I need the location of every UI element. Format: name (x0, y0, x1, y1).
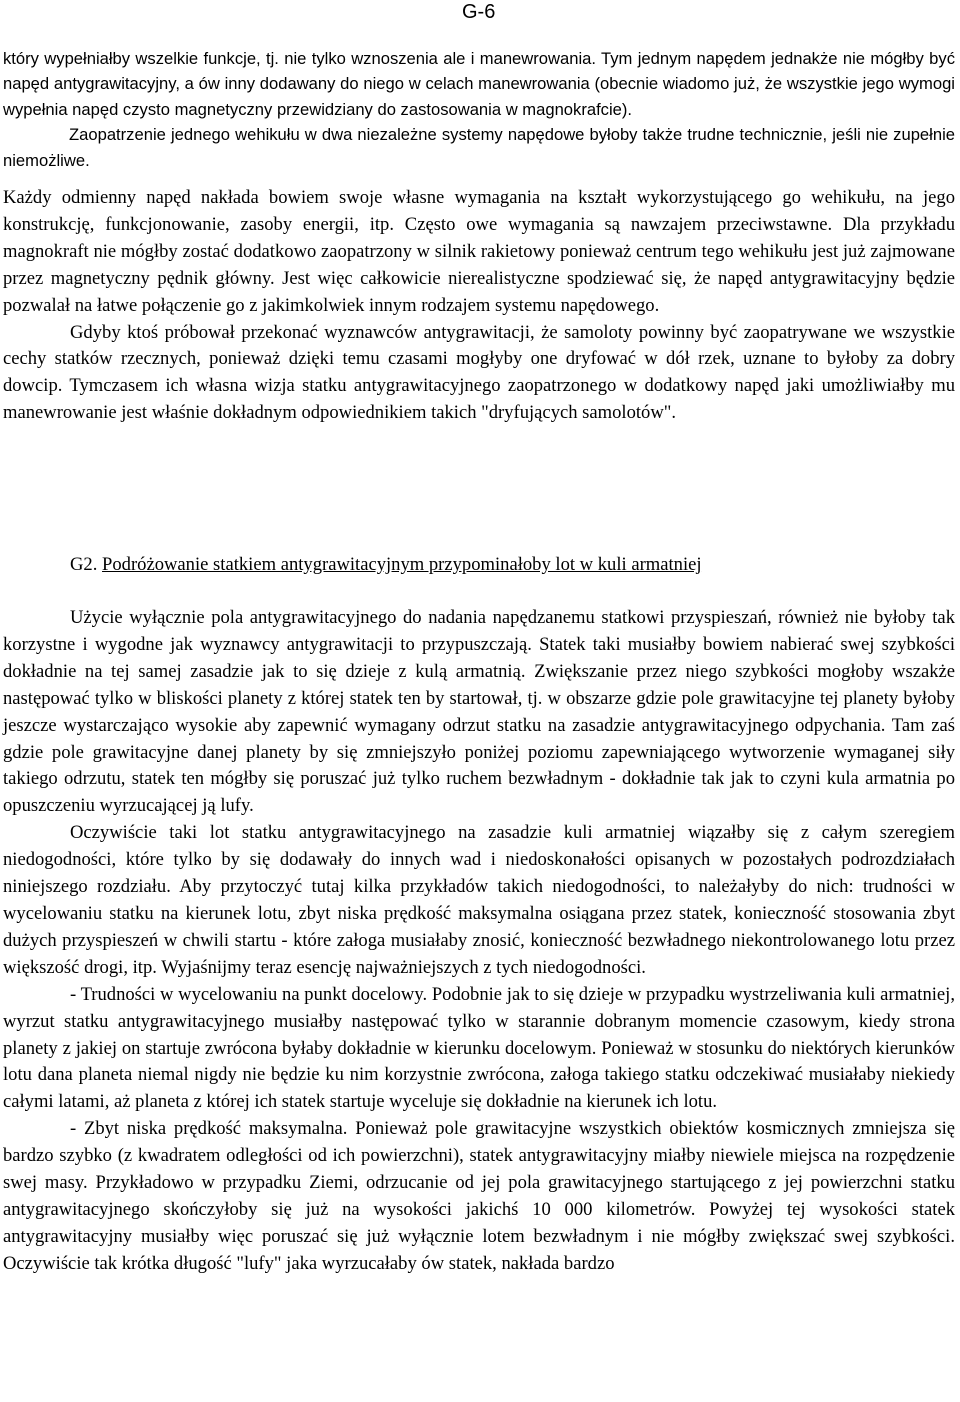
paragraph-sans-part: Zaopatrzenie jednego wehikułu w dwa niezależne systemy napędowe byłoby także trudne technicznie, jeśli nie zupełnie niemożliwe. (3, 125, 955, 170)
section-text-sans (3, 46, 955, 173)
paragraph: który wypełniałby wszelkie funkcje, tj. nie tylko wznoszenia ale i manewrowania. Tym jednym napędem jednakże nie mógłby być napęd antygrawitacyjny, a ów inny dodawany do niego w celach manewrowania (obecnie wiadomo już, że wszystkie jego wymogi wypełnia napęd czysto magnetyczny przewidziany do zastosowania w magnokrafcie). (3, 49, 955, 119)
paragraph: - Trudności w wycelowaniu na punkt docelowy. Podobnie jak to się dzieje w przypadku wystrzeliwania kuli armatniej, wyrzut statku antygrawitacyjnego musiałby następować tylko w starannie dobranym momencie czasowym, kiedy strona planety z jakiej on startuje zwrócona byłaby dokładnie w kierunku docelowym. Ponieważ w stosunku do niektórych kierunków lotu dana planeta niemal nigdy nie będzie ku nim korzystnie zwrócona, załoga takiego statku odczekiwać musiałaby niekiedy całymi latami, aż planeta z której ich statek startuje wyceluje się dokładnie na kierunek ich lotu. (3, 983, 955, 1113)
page-number-header: G-6 (462, 1, 496, 23)
paragraph: Użycie wyłącznie pola antygrawitacyjnego do nadania napędzanemu statkowi przyspieszań, również nie byłoby tak korzystne i wygodne jak wyznawcy antygrawitacji to przypuszczają. Statek taki musiałby bowiem nabierać swej szybkości dokładnie na tej samej zasadzie jak to się dzieje z kulą armatnią. Zwiększanie przez niego szybkości mogłoby wszakże następować tylko w bliskości planety z której statek ten by startował, tj. w obszarze gdzie pole grawitacyjne tej planety byłoby jeszcze wystarczająco wysokie aby zapewnić wymagany odrzut statku na zasadzie antygrawitacyjnego odpychania. Tam zaś gdzie pole grawitacyjne danej planety by się zmniejszyło poniżej poziomu zapewniającego wytworzenie wymaganej siły takiego odrzutu, statek ten mógłby się poruszać już tylko ruchem bezwładnym - dokładnie tak jak to czyni kula armatnia po opuszczeniu wyrzucającej ją lufy. (3, 607, 955, 817)
paragraph (3, 122, 955, 173)
paragraph: Każdy odmienny napęd nakłada bowiem swoje własne wymagania na kształt wykorzystującego go wehikułu, na jego konstrukcję, funkcjonowanie, zasoby energii, itp. Często owe wymagania są nawzajem przeciwstawne. Dla przykładu magnokraft nie mógłby zostać dodatkowo zaopatrzony w silnik rakietowy ponieważ centrum tego wehikułu jest już zajmowane przez magnetyczny pędnik główny. Jest więc całkowicie nierealistyczne spodziewać się, że napęd antygrawitacyjny będzie pozwalał na łatwe połączenie go z jakimkolwiek innym rodzajem systemu napędowego. (3, 187, 955, 316)
section-body (3, 605, 955, 1278)
paragraph: Gdyby ktoś próbował przekonać wyznawców antygrawitacji, że samoloty powinny być zaopatrywane we wszystkie cechy statków rzecznych, ponieważ dzięki temu czasami mogłyby one dryfować w dół rzek, uznane to byłoby za dobry dowcip. Tymczasem ich własna wizja statku antygrawitacyjnego zaopatrzonego w dodatkowy napęd jaki umożliwiałby mu manewrowanie jest właśnie dokładnym odpowiednikiem takich "dryfujących samolotów". (3, 321, 955, 424)
section-text-serif (3, 185, 955, 427)
section-number: G2. (70, 554, 98, 575)
section-heading (70, 552, 955, 578)
section-title: Podróżowanie statkiem antygrawitacyjnym przypominałoby lot w kuli armatniej (102, 554, 702, 575)
paragraph: Oczywiście taki lot statku antygrawitacyjnego na zasadzie kuli armatniej wiązałby się z całym szeregiem niedogodności, które tylko by się dodawały do innych wad i niedoskonałości opisanych w pozostałych podrozdziałach niniejszego rozdziału. Aby przytoczyć tutaj kilka przykładów takich niedogodności, to należałyby do nich: trudności w wycelowaniu statku na kierunek lotu, zbyt niska prędkość maksymalna osiągana przez statek, konieczność stosowania zbyt dużych przyspieszeń w chwili startu - które załoga musiałaby znosić, konieczność bezwładnego niekontrolowanego lotu przez większość drogi, itp. Wyjaśnijmy teraz esencję najważniejszych z tych niedogodności. (3, 822, 955, 978)
paragraph: - Zbyt niska prędkość maksymalna. Ponieważ pole grawitacyjne wszystkich obiektów kosmicznych zmniejsza się bardzo szybko (z kwadratem odległości od ich powierzchni), statek antygrawitacyjny miałby niewiele miejsca na rozpędzenie swej masy. Przykładowo w przypadku Ziemi, odrzucanie od jej pola grawitacyjnego startującego z jej powierzchni statku antygrawitacyjnego skończyłoby się już na wysokości jakichś 10 000 kilometrów. Powyżej tej wysokości statek antygrawitacyjny musiałby więc poruszać się już wyłącznie lotem bezwładnym i nie mógłby zwiększać swej szybkości. Oczywiście tak krótka długość "lufy" jaka wyrzucałaby ów statek, nakłada bardzo (3, 1118, 955, 1274)
